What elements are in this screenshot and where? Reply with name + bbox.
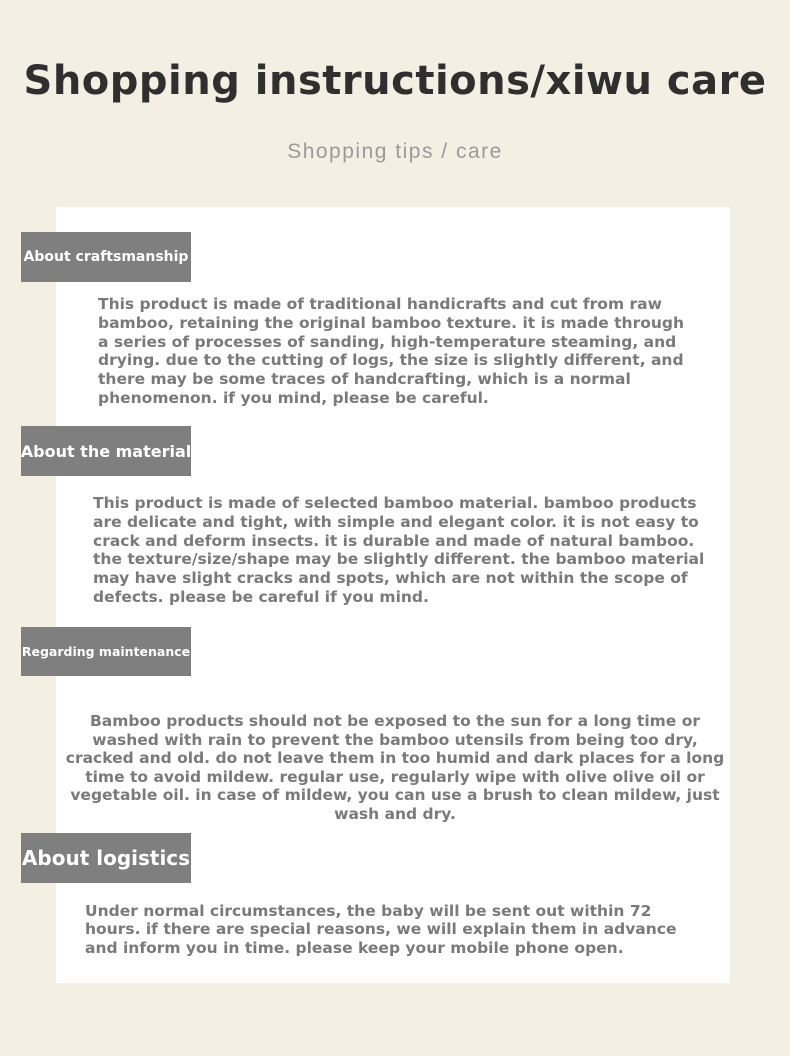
section-label-logistics: About logistics: [21, 833, 191, 883]
section-label-material: About the material: [21, 426, 191, 476]
page-title: Shopping instructions/xiwu care: [23, 58, 767, 104]
section-text-material: This product is made of selected bamboo material. bamboo products are delicate and tight, with simple and elegant color. it is not easy to crack and deform insects. it is durable and made of natural bamboo. the texture/size/shape may be slightly different. the bamboo material may have slight cracks and spots, which are not within the scope of defects. please be careful if you mind.: [93, 494, 705, 606]
section-label-craftsmanship: About craftsmanship: [21, 232, 191, 282]
section-label-maintenance: Regarding maintenance: [21, 627, 191, 676]
page-subtitle: Shopping tips / care: [287, 140, 503, 163]
section-text-craftsmanship: This product is made of traditional handicrafts and cut from raw bamboo, retaining the original bamboo texture. it is made through a series of processes of sanding, high-temperature steaming, and drying. due to the cutting of logs, the size is slightly different, and there may be some traces of handcrafting, which is a normal phenomenon. if you mind, please be careful.: [98, 295, 685, 407]
section-text-logistics: Under normal circumstances, the baby will be sent out within 72 hours. if there are special reasons, we will explain them in advance and inform you in time. please keep your mobile phone open.: [85, 902, 677, 957]
section-text-maintenance: Bamboo products should not be exposed to the sun for a long time or washed with rain to prevent the bamboo utensils from being too dry, cracked and old. do not leave them in too humid and dark places for a long time to avoid mildew. regular use, regularly wipe with olive olive oil or vegetable oil. in case of mildew, you can use a brush to clean mildew, just wash and dry.: [65, 712, 725, 823]
